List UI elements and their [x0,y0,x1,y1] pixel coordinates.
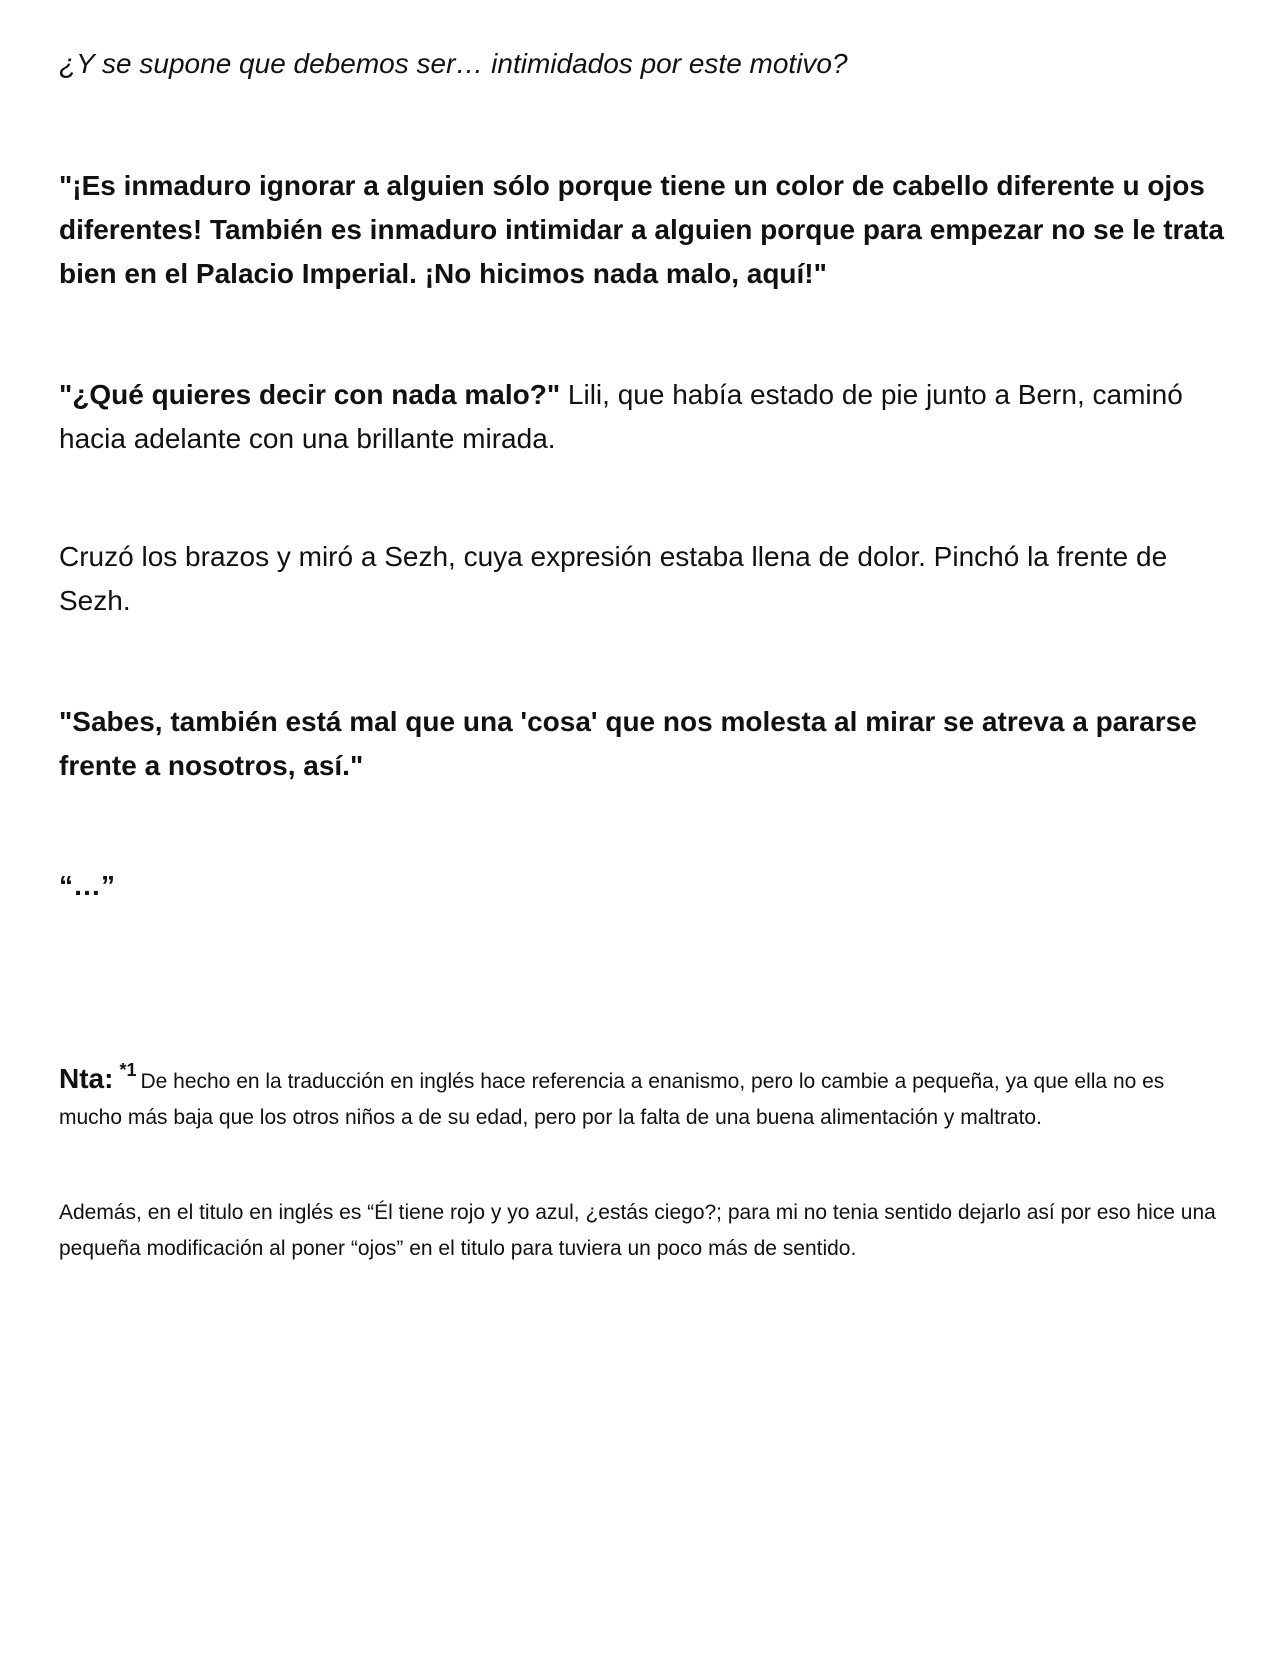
paragraph-immature-dialogue: "¡Es inmaduro ignorar a alguien sólo porque tiene un color de cabello diferente u ojos diferentes! También es inmaduro intimidar a alguien porque para empezar no se le trata bien en el Palacio Imperial. ¡No hicimos nada malo, aquí!" [59,170,1224,289]
translator-note-title: Además, en el titulo en inglés es “Él tiene rojo y yo azul, ¿estás ciego?; para mi no tenia sentido dejarlo así por eso hice una pequeña modificación al poner “ojos” en el titulo para tuviera un poco más de sentido. [59,1201,1216,1260]
note-label: Nta: [59,1063,114,1094]
translator-note [59,1052,1229,1136]
note-marker: *1 [119,1060,137,1080]
note-text: De hecho en la traducción en inglés hace referencia a enanismo, pero lo cambie a pequeña, ya que ella no es mucho más baja que los otros niños a de su edad, pero por la falta de una buena alimentación y maltrato. [59,1070,1165,1129]
paragraph-dare-to-stand: "Sabes, también está mal que una 'cosa' que nos molesta al mirar se atreva a pararse frente a nosotros, así." [59,706,1197,781]
narration-lili: Lili, que había estado de pie junto a Bern, caminó hacia adelante con una brillante mirada. [59,379,1183,454]
dialogue-what-do-you-mean: "¿Qué quieres decir con nada malo?" [59,379,561,410]
paragraph-crossed-arms: Cruzó los brazos y miró a Sezh, cuya expresión estaba llena de dolor. Pinchó la frente de Sezh. [59,541,1168,616]
paragraph-lili-steps-forward [59,373,1229,461]
paragraph-ellipsis: “…” [59,870,115,901]
paragraph-intimidated-question: ¿Y se supone que debemos ser… intimidados por este motivo? [59,48,848,79]
